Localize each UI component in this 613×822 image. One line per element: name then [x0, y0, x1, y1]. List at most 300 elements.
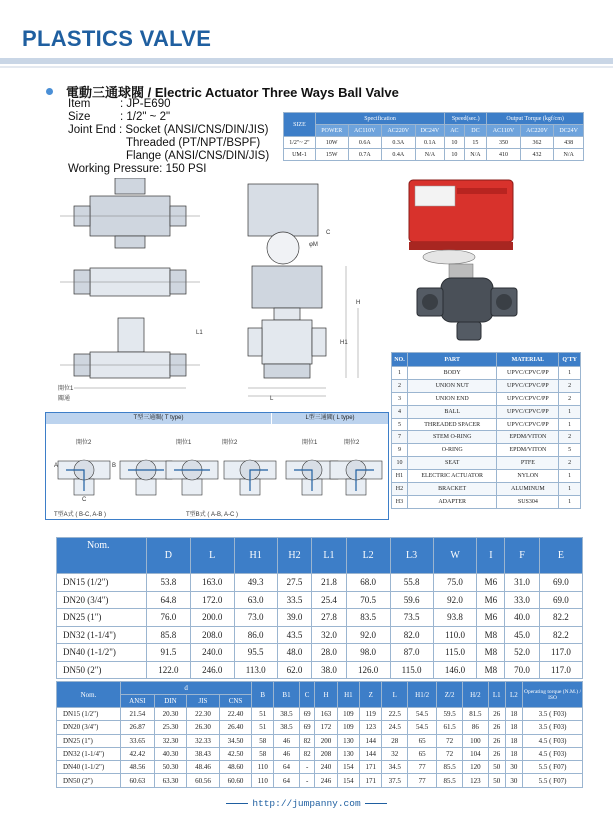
- dim-cell: 208: [315, 747, 337, 760]
- dim-cell: 110: [252, 774, 274, 787]
- d-sub-header: CNS: [219, 695, 252, 708]
- table-row: [57, 721, 583, 734]
- dim-cell: 146.0: [433, 661, 477, 679]
- dim-cell: 117.0: [539, 661, 582, 679]
- spec-subheader: AC: [445, 125, 464, 137]
- parts-cell: SUS304: [497, 495, 559, 508]
- dim-cell: 200: [315, 734, 337, 747]
- table-row: [57, 574, 583, 592]
- spec-row: [284, 149, 584, 161]
- dim-header: D: [147, 538, 191, 574]
- open-position-label: 開位1: [58, 386, 74, 392]
- nom-cell: DN20 (3/4"): [57, 721, 121, 734]
- parts-cell: UPVC/CPVC/PP: [497, 367, 559, 380]
- dim-header: L1: [488, 682, 505, 708]
- dim-cell: 37.5: [382, 774, 408, 787]
- dim-cell: M8: [477, 644, 505, 662]
- spec-cell: 0.4A: [381, 149, 415, 161]
- spec-table: [283, 112, 584, 161]
- dim-cell: 53.8: [147, 574, 191, 592]
- table-row: [392, 495, 581, 508]
- dim-label-h: H: [356, 300, 361, 306]
- spec-cell: 0.6A: [348, 137, 381, 149]
- parts-cell: 1: [559, 470, 581, 483]
- dim-cell: 24.5: [382, 721, 408, 734]
- dim-cell: 122.0: [147, 661, 191, 679]
- dim-cell: 18: [505, 747, 522, 760]
- dim-cell: 40.0: [505, 609, 540, 627]
- dim-cell: 49.3: [234, 574, 277, 592]
- dim-cell: 171: [360, 761, 382, 774]
- parts-table: [391, 352, 581, 509]
- dim-cell: 113.0: [234, 661, 277, 679]
- parts-cell: BALL: [407, 405, 497, 418]
- dim-header: W: [433, 538, 477, 574]
- dim-cell: 75.0: [433, 574, 477, 592]
- dim-cell: 63.30: [154, 774, 187, 787]
- spec-cell: N/A: [464, 149, 487, 161]
- dim-cell: 104: [462, 747, 488, 760]
- dim-cell: 60.60: [219, 774, 252, 787]
- parts-cell: UNION END: [407, 392, 497, 405]
- dim-cell: 27.5: [277, 574, 312, 592]
- dim-header: L: [190, 538, 234, 574]
- table-row: [57, 609, 583, 627]
- dim-cell: 70.5: [346, 591, 390, 609]
- dim-cell: 22.5: [382, 708, 408, 721]
- dim-header: L3: [390, 538, 433, 574]
- l-type-header: L型三通閥( L type): [272, 413, 388, 424]
- parts-cell: H3: [392, 495, 408, 508]
- dim-cell: 26.87: [121, 721, 155, 734]
- table-row: [392, 431, 581, 444]
- parts-header: NO.: [392, 353, 408, 367]
- dim-cell: 70.0: [505, 661, 540, 679]
- dim-header: H1: [234, 538, 277, 574]
- dim-cell: 38.43: [187, 747, 220, 760]
- dim-header: F: [505, 538, 540, 574]
- dim-cell: 69: [299, 708, 315, 721]
- dim-cell: 22.40: [219, 708, 252, 721]
- dimension-table-2: [56, 681, 583, 788]
- dim-header: H: [315, 682, 337, 708]
- dim-header: C: [299, 682, 315, 708]
- dim-cell: 54.5: [408, 708, 437, 721]
- dim-cell: 240.0: [190, 644, 234, 662]
- parts-cell: PTFE: [497, 457, 559, 470]
- dim-cell: 5.5 ( F07): [523, 761, 583, 774]
- dim-cell: 200.0: [190, 609, 234, 627]
- parts-cell: 2: [559, 392, 581, 405]
- dim-cell: 4.5 ( F03): [523, 734, 583, 747]
- dim-cell: M6: [477, 591, 505, 609]
- parts-cell: 1: [559, 495, 581, 508]
- dim-cell: 21.8: [312, 574, 347, 592]
- dim-cell: 34.50: [219, 734, 252, 747]
- t-type-header: T型三通閥( T type): [46, 413, 271, 424]
- nom-cell: DN15 (1/2"): [57, 574, 147, 592]
- spec-cell: N/A: [554, 149, 584, 161]
- dim-cell: 117.0: [539, 644, 582, 662]
- dim-label-h1: H1: [340, 340, 348, 346]
- parts-cell: 1: [559, 367, 581, 380]
- dim-cell: 32.30: [154, 734, 187, 747]
- table-row: [57, 626, 583, 644]
- dim-header: L2: [505, 682, 522, 708]
- spec-row: [284, 137, 584, 149]
- torque-header: Operating torque (N.M.) / ISO: [523, 682, 583, 708]
- dim-header: H1: [337, 682, 359, 708]
- nom-cell: DN25 (1"): [57, 734, 121, 747]
- dim-cell: 172.0: [190, 591, 234, 609]
- spec-cell: 0.1A: [415, 137, 445, 149]
- dim-cell: 3.5 ( F03): [523, 721, 583, 734]
- spec-cell: 438: [554, 137, 584, 149]
- parts-cell: BRACKET: [407, 483, 497, 496]
- dim-cell: 68.0: [346, 574, 390, 592]
- dim-cell: 27.8: [312, 609, 347, 627]
- parts-cell: UPVC/CPVC/PP: [497, 379, 559, 392]
- nom-cell: DN40 (1-1/2"): [57, 644, 147, 662]
- parts-cell: ADAPTER: [407, 495, 497, 508]
- dim-cell: 48.46: [187, 761, 220, 774]
- spec-subheader: AC220V: [381, 125, 415, 137]
- dim-cell: 18: [505, 721, 522, 734]
- table-row: [392, 444, 581, 457]
- dim-cell: 82.2: [539, 626, 582, 644]
- t-type-a-label: T型A式 ( B-C, A-B ): [54, 512, 107, 518]
- spec-subheader: DC: [464, 125, 487, 137]
- bullet-icon: [46, 88, 53, 95]
- dim-cell: 64: [274, 761, 300, 774]
- parts-cell: 2: [392, 379, 408, 392]
- dim-cell: 48.56: [121, 761, 155, 774]
- dim-header: L1: [312, 538, 347, 574]
- dim-cell: 46: [274, 747, 300, 760]
- dim-cell: 39.0: [277, 609, 312, 627]
- dim-cell: 163: [315, 708, 337, 721]
- dim-cell: 130: [337, 747, 359, 760]
- parts-cell: 3: [392, 392, 408, 405]
- dim-cell: 25.4: [312, 591, 347, 609]
- parts-cell: H2: [392, 483, 408, 496]
- parts-cell: 2: [559, 457, 581, 470]
- parts-header: PART: [407, 353, 497, 367]
- table-row: [392, 405, 581, 418]
- dim-cell: 73.5: [390, 609, 433, 627]
- dim-cell: 18: [505, 734, 522, 747]
- parts-cell: 1: [559, 418, 581, 431]
- table-row: [57, 774, 583, 787]
- parts-cell: ALUMINUM: [497, 483, 559, 496]
- nom-cell: DN15 (1/2"): [57, 708, 121, 721]
- nom-header: Nom.: [57, 538, 147, 574]
- nom-header: Nom.: [57, 682, 121, 708]
- dim-cell: 77: [408, 761, 437, 774]
- dim-cell: 50.30: [154, 761, 187, 774]
- dim-cell: 92.0: [433, 591, 477, 609]
- table-row: [392, 470, 581, 483]
- dim-cell: 115.0: [390, 661, 433, 679]
- dim-cell: 63.0: [234, 591, 277, 609]
- spec-cell: 0.7A: [348, 149, 381, 161]
- parts-cell: 5: [392, 418, 408, 431]
- d-sub-header: ANSI: [121, 695, 155, 708]
- port-label-c: C: [82, 497, 87, 503]
- spec-item: Item : JP-E690: [68, 98, 171, 110]
- dim-cell: 72: [437, 734, 463, 747]
- dim-cell: 58: [252, 734, 274, 747]
- spec-cell: 362: [520, 137, 554, 149]
- dim-cell: 65: [408, 734, 437, 747]
- dim-header: Z: [360, 682, 382, 708]
- dim-cell: 40.30: [154, 747, 187, 760]
- dim-cell: 22.30: [187, 708, 220, 721]
- page-title: PLASTICS VALVE: [22, 26, 212, 51]
- dim-cell: 48.60: [219, 761, 252, 774]
- dim-cell: 119: [360, 708, 382, 721]
- spec-subheader: AC110V: [487, 125, 520, 137]
- nom-cell: DN32 (1-1/4"): [57, 626, 147, 644]
- dim-label-m: φM: [309, 242, 318, 248]
- dim-cell: 87.0: [390, 644, 433, 662]
- dim-cell: 50: [488, 761, 505, 774]
- pos2-label: 開位2: [76, 440, 92, 446]
- dim-cell: 144: [360, 734, 382, 747]
- valve-drawing-left: [60, 178, 200, 418]
- actuator-photo: [395, 176, 525, 346]
- dim-cell: 82.0: [390, 626, 433, 644]
- d-group-header: d: [121, 682, 252, 695]
- spec-size-cell: UM-1: [284, 149, 316, 161]
- spec-cell: N/A: [415, 149, 445, 161]
- dim-cell: 26.40: [219, 721, 252, 734]
- dimension-table-1: [56, 537, 583, 679]
- dim-cell: M8: [477, 626, 505, 644]
- dim-cell: 115.0: [433, 644, 477, 662]
- dim-cell: 85.5: [437, 761, 463, 774]
- closed-label: 關通: [58, 396, 71, 402]
- nom-cell: DN32 (1-1/4"): [57, 747, 121, 760]
- dim-cell: 85.8: [147, 626, 191, 644]
- dim-cell: 55.8: [390, 574, 433, 592]
- dim-cell: 26.30: [187, 721, 220, 734]
- port-label-b: B: [112, 463, 117, 469]
- dim-cell: 54.5: [408, 721, 437, 734]
- dim-cell: 5.5 ( F07): [523, 774, 583, 787]
- nom-cell: DN50 (2"): [57, 774, 121, 787]
- table-row: [57, 734, 583, 747]
- dim-cell: -: [299, 774, 315, 787]
- dim-cell: 26: [488, 721, 505, 734]
- dim-cell: 171: [360, 774, 382, 787]
- parts-cell: 2: [559, 379, 581, 392]
- dim-cell: 109: [337, 721, 359, 734]
- table-row: [392, 483, 581, 496]
- dim-cell: 21.54: [121, 708, 155, 721]
- dim-cell: 28: [382, 734, 408, 747]
- dim-cell: 109: [337, 708, 359, 721]
- parts-cell: UPVC/CPVC/PP: [497, 392, 559, 405]
- dim-cell: 48.0: [277, 644, 312, 662]
- dim-cell: 130: [337, 734, 359, 747]
- parts-cell: UPVC/CPVC/PP: [497, 418, 559, 431]
- dim-cell: 50: [488, 774, 505, 787]
- dim-cell: 93.8: [433, 609, 477, 627]
- dim-cell: 42.50: [219, 747, 252, 760]
- dim-header: I: [477, 538, 505, 574]
- dim-cell: 46: [274, 734, 300, 747]
- dim-cell: 120: [462, 761, 488, 774]
- dim-cell: 3.5 ( F03): [523, 708, 583, 721]
- table-row: [392, 418, 581, 431]
- dim-cell: 32: [382, 747, 408, 760]
- parts-cell: 5: [559, 444, 581, 457]
- footer-url[interactable]: http://jumpanny.com: [252, 798, 361, 809]
- dim-cell: 154: [337, 774, 359, 787]
- dim-cell: 60.63: [121, 774, 155, 787]
- dim-cell: 33.65: [121, 734, 155, 747]
- t-type-b-label: T型B式 ( A-B, A-C ): [186, 512, 239, 518]
- dim-cell: 208.0: [190, 626, 234, 644]
- parts-cell: THREADED SPACER: [407, 418, 497, 431]
- dim-cell: 26: [488, 734, 505, 747]
- dim-label-l: L: [270, 396, 274, 402]
- spec-cell: 10: [445, 149, 464, 161]
- dim-cell: 38.0: [312, 661, 347, 679]
- spec-cell: 15W: [315, 149, 348, 161]
- working-pressure: Working Pressure: 150 PSI: [68, 163, 207, 175]
- dim-cell: 26: [488, 747, 505, 760]
- table-row: [57, 708, 583, 721]
- pos2-label: 開位2: [344, 440, 360, 446]
- spec-size-cell: 1/2"~ 2": [284, 137, 316, 149]
- parts-header: MATERIAL: [497, 353, 559, 367]
- dim-cell: 32.33: [187, 734, 220, 747]
- dim-cell: 73.0: [234, 609, 277, 627]
- footer-rule: [365, 803, 387, 804]
- dim-cell: 25.30: [154, 721, 187, 734]
- dim-cell: 64.8: [147, 591, 191, 609]
- group-header: Speed(sec.): [445, 113, 487, 125]
- dim-label-c: C: [326, 230, 331, 236]
- dim-cell: 20.30: [154, 708, 187, 721]
- dim-header: E: [539, 538, 582, 574]
- nom-cell: DN40 (1-1/2"): [57, 761, 121, 774]
- dim-header: H2: [277, 538, 312, 574]
- table-row: [57, 761, 583, 774]
- dim-cell: 123: [462, 774, 488, 787]
- spec-subheader: AC110V: [348, 125, 381, 137]
- pos1-label: 開位1: [176, 440, 192, 446]
- title-divider: [0, 58, 613, 64]
- dim-cell: 33.5: [277, 591, 312, 609]
- d-sub-header: DIN: [154, 695, 187, 708]
- dim-cell: 64: [274, 774, 300, 787]
- parts-cell: BODY: [407, 367, 497, 380]
- dim-cell: 69: [299, 721, 315, 734]
- dim-cell: 59.5: [437, 708, 463, 721]
- dim-cell: 34.5: [382, 761, 408, 774]
- dim-cell: 172: [315, 721, 337, 734]
- dim-cell: 69.0: [539, 591, 582, 609]
- parts-cell: ELECTRIC ACTUATOR: [407, 470, 497, 483]
- dim-cell: 30: [505, 774, 522, 787]
- dim-cell: 92.0: [346, 626, 390, 644]
- parts-cell: UPVC/CPVC/PP: [497, 405, 559, 418]
- parts-cell: 9: [392, 444, 408, 457]
- table-row: [57, 644, 583, 662]
- dim-cell: 163.0: [190, 574, 234, 592]
- parts-cell: H1: [392, 470, 408, 483]
- spec-flange: Flange (ANSI/CNS/DIN/JIS): [126, 150, 270, 162]
- spec-cell: 410: [487, 149, 520, 161]
- flow-diagram-svg: [46, 425, 388, 507]
- dim-cell: 82: [299, 734, 315, 747]
- nom-cell: DN25 (1"): [57, 609, 147, 627]
- parts-cell: O-RING: [407, 444, 497, 457]
- valve-drawing-center: [218, 178, 368, 403]
- dim-cell: 28.0: [312, 644, 347, 662]
- dim-cell: 77: [408, 774, 437, 787]
- footer: [0, 798, 613, 809]
- spec-size: Size : 1/2" ~ 2": [68, 111, 171, 123]
- dim-cell: 86: [462, 721, 488, 734]
- parts-cell: EPDM/VITON: [497, 444, 559, 457]
- dim-cell: 69.0: [539, 574, 582, 592]
- parts-cell: 1: [559, 405, 581, 418]
- dim-cell: 86.0: [234, 626, 277, 644]
- parts-cell: 1: [392, 367, 408, 380]
- dim-cell: 51: [252, 708, 274, 721]
- dim-cell: 61.5: [437, 721, 463, 734]
- dim-cell: 91.5: [147, 644, 191, 662]
- dim-header: H1/2: [408, 682, 437, 708]
- pos2-label: 開位2: [222, 440, 238, 446]
- dim-cell: 154: [337, 761, 359, 774]
- dim-cell: 62.0: [277, 661, 312, 679]
- spec-subheader: POWER: [315, 125, 348, 137]
- spec-cell: 0.3A: [381, 137, 415, 149]
- dim-cell: M6: [477, 574, 505, 592]
- dim-cell: 82.2: [539, 609, 582, 627]
- parts-cell: 2: [559, 431, 581, 444]
- parts-cell: STEM O-RING: [407, 431, 497, 444]
- dim-cell: 32.0: [312, 626, 347, 644]
- spec-cell: 350: [487, 137, 520, 149]
- dim-label-l1: L1: [196, 330, 203, 336]
- dim-header: H/2: [462, 682, 488, 708]
- parts-cell: 4: [392, 405, 408, 418]
- dim-cell: 76.0: [147, 609, 191, 627]
- dim-cell: 26: [488, 708, 505, 721]
- dim-cell: 123: [360, 721, 382, 734]
- dim-cell: M6: [477, 609, 505, 627]
- dim-cell: 246.0: [190, 661, 234, 679]
- dim-cell: 110: [252, 761, 274, 774]
- dim-cell: 240: [315, 761, 337, 774]
- dim-cell: 38.5: [274, 708, 300, 721]
- parts-cell: 10: [392, 457, 408, 470]
- table-row: [392, 367, 581, 380]
- nom-cell: DN50 (2"): [57, 661, 147, 679]
- dim-cell: 83.5: [346, 609, 390, 627]
- table-row: [57, 661, 583, 679]
- size-header: SIZE: [284, 113, 316, 137]
- table-row: [392, 379, 581, 392]
- parts-cell: NYLON: [497, 470, 559, 483]
- nom-cell: DN20 (3/4"): [57, 591, 147, 609]
